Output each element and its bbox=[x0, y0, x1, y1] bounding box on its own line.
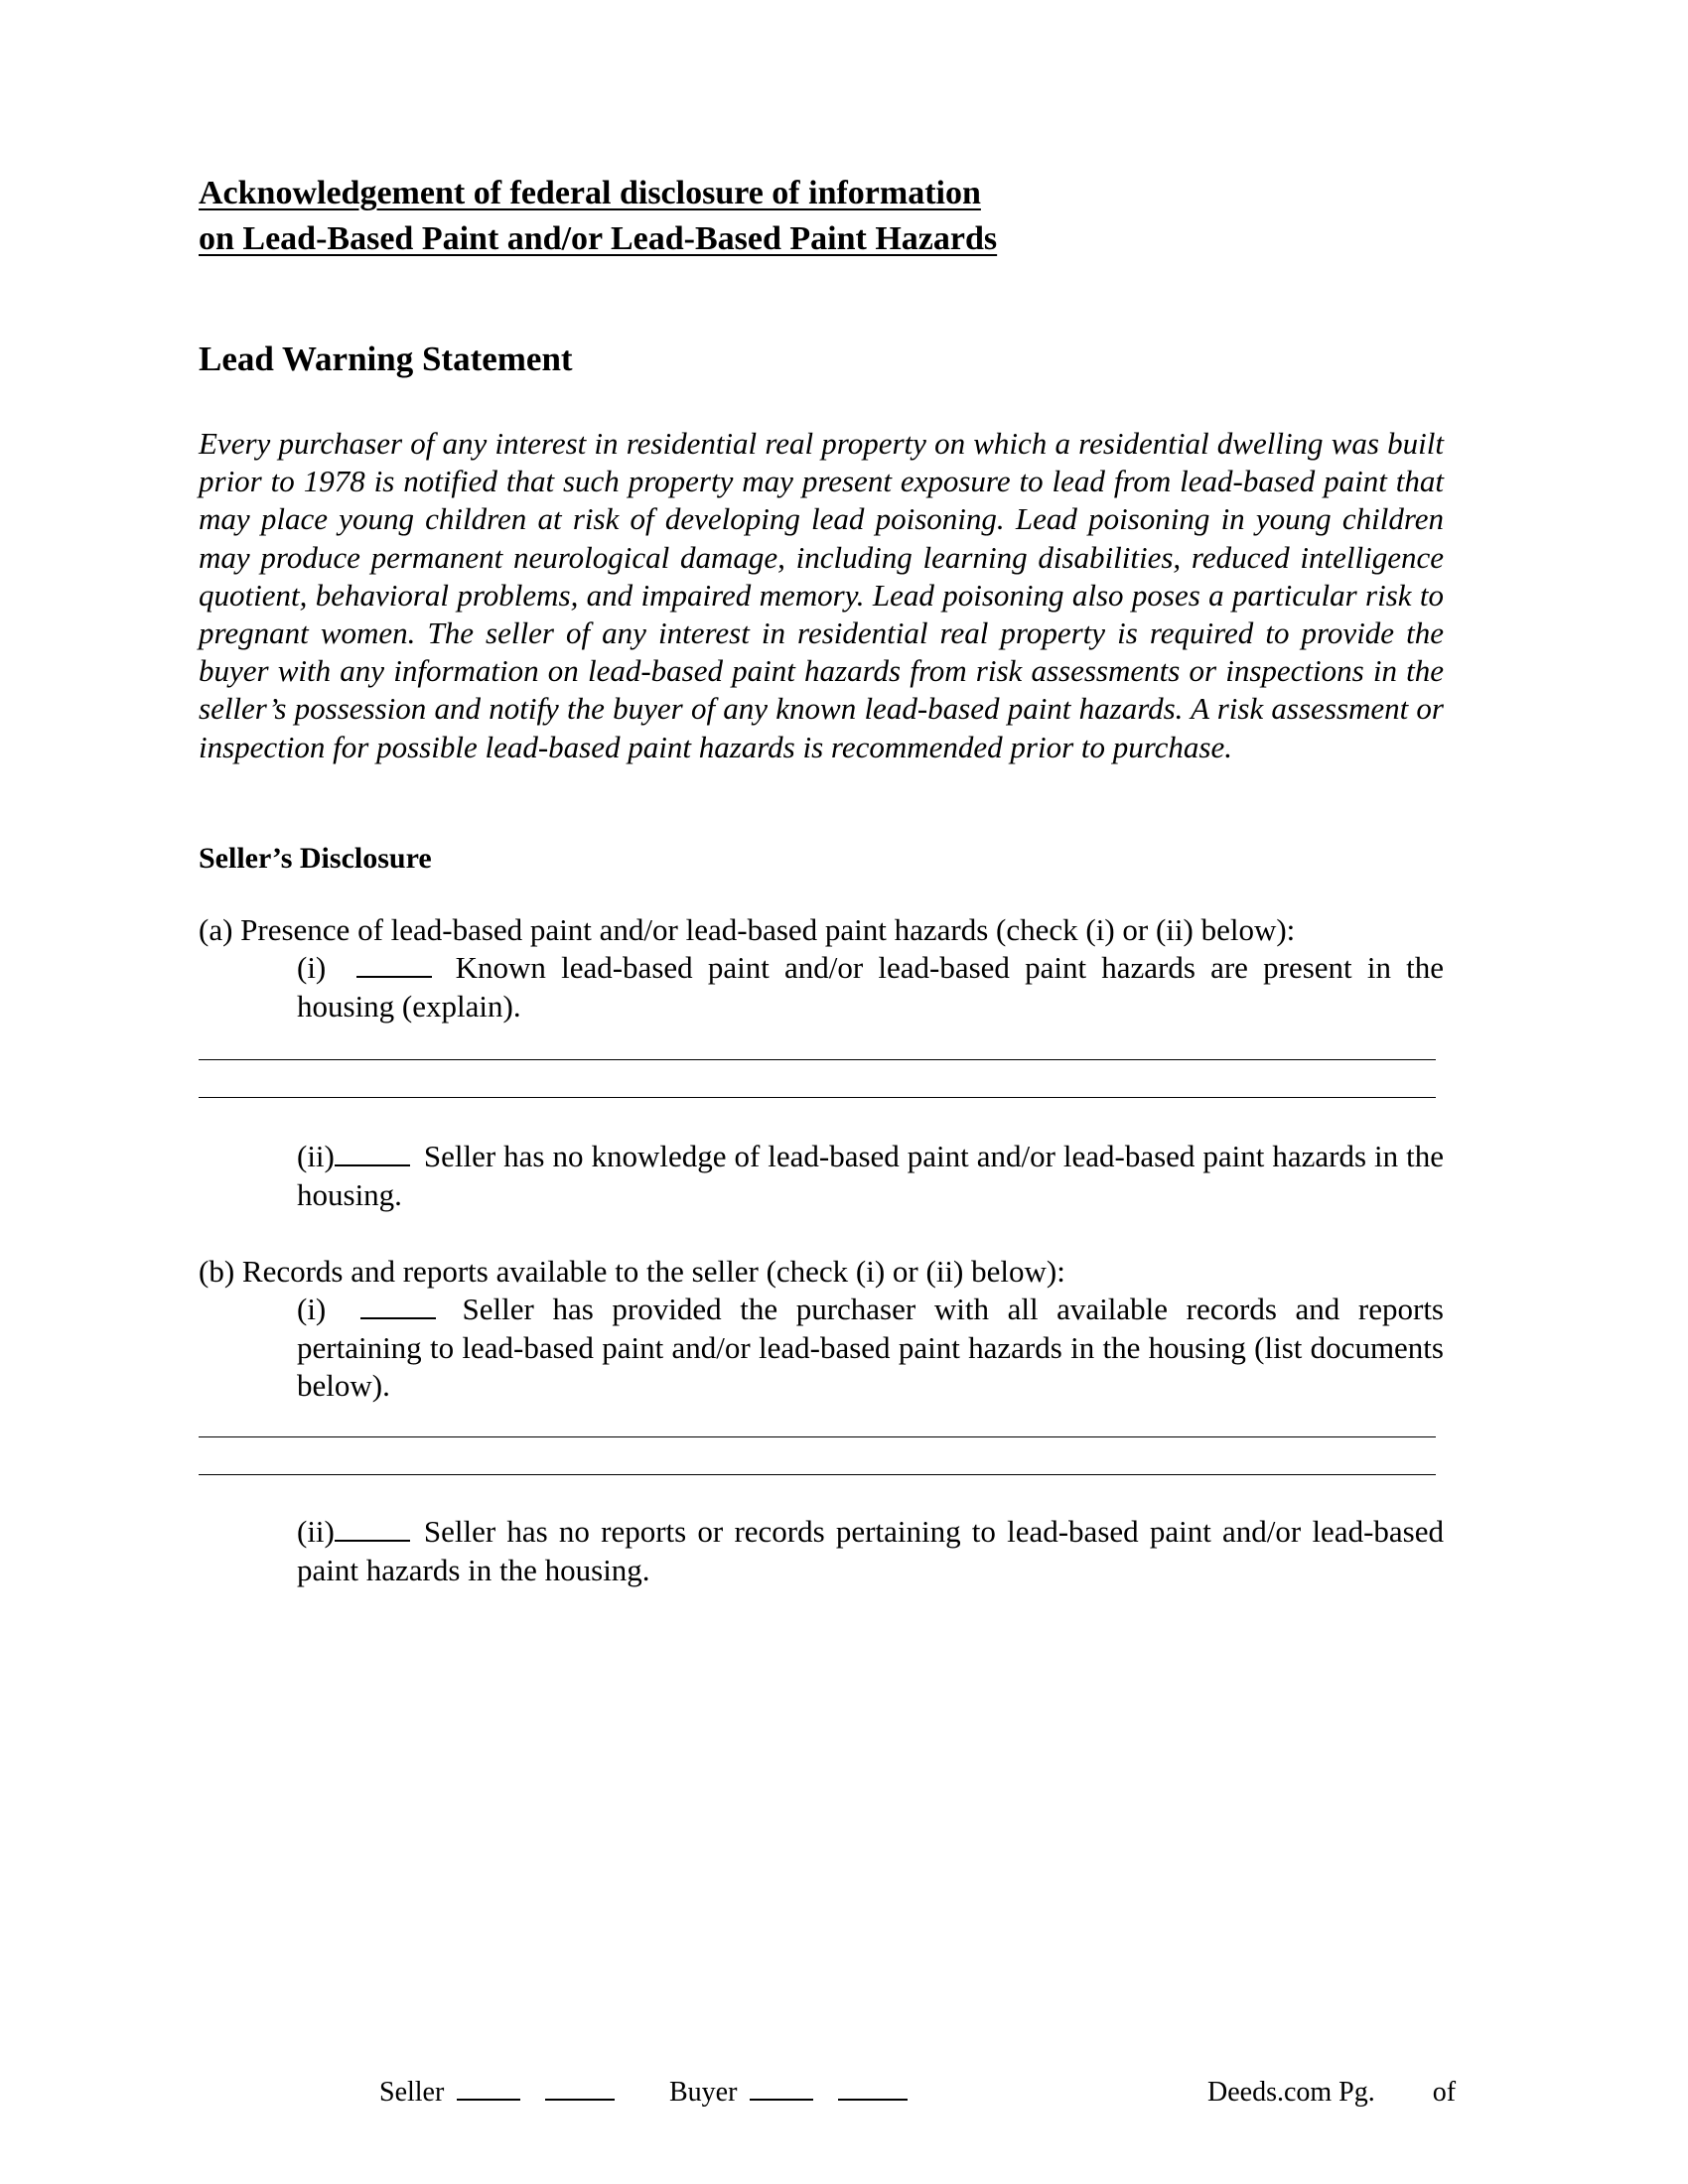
section-a-explain-line-2[interactable] bbox=[199, 1097, 1436, 1098]
footer-seller-label: Seller bbox=[379, 2077, 445, 2108]
section-a-item-ii-check-blank[interactable] bbox=[335, 1163, 410, 1166]
section-b-item-i-check-blank[interactable] bbox=[360, 1316, 436, 1319]
section-b-item-i bbox=[297, 1291, 1444, 1406]
footer-seller bbox=[379, 2077, 615, 2109]
section-a-item-ii bbox=[297, 1138, 1444, 1214]
section-a-heading: (a) Presence of lead-based paint and/or lead-based paint hazards (check (i) or (ii) below): bbox=[199, 912, 1296, 947]
warning-heading: Lead Warning Statement bbox=[199, 340, 573, 378]
footer-of-label: of bbox=[1432, 2077, 1457, 2108]
section-b-item-ii-label: (ii) bbox=[297, 1514, 335, 1549]
section-a-item-ii-label: (ii) bbox=[297, 1139, 335, 1173]
document-title bbox=[199, 171, 997, 262]
footer-seller-initial-2[interactable] bbox=[545, 2098, 615, 2101]
section-b-documents-line-1[interactable] bbox=[199, 1436, 1436, 1437]
title-line-2: on Lead-Based Paint and/or Lead-Based Paint Hazards bbox=[199, 220, 998, 257]
section-b-item-i-text: Seller has provided the purchaser with all available records and reports pertaining to lead-based paint and/or lead-based paint hazards in the housing (list documents below). bbox=[297, 1292, 1444, 1403]
footer-seller-initial-1[interactable] bbox=[457, 2098, 520, 2101]
section-b-item-ii bbox=[297, 1513, 1444, 1589]
warning-statement: Every purchaser of any interest in residential real property on which a residential dwelling was built prior to 1978 is notified that such property may present exposure to lead from lead-based paint that may place young children at risk of developing lead poisoning. Lead poisoning in young children may produce permanent neurological damage, including learning disabilities, reduced intelligence quotient, behavioral problems, and impaired memory. Lead poisoning also poses a particular risk to pregnant women. The seller of any interest in residential real property is required to provide the buyer with any information on lead-based paint hazards from risk assessments or inspections in the seller’s possession and notify the buyer of any known lead-based paint hazards. A risk assessment or inspection for possible lead-based paint hazards is recommended prior to purchase. bbox=[199, 426, 1444, 764]
footer-buyer-initial-2[interactable] bbox=[838, 2098, 908, 2101]
section-a-item-i-text: Known lead-based paint and/or lead-based paint hazards are present in the housing (explain). bbox=[297, 950, 1445, 1024]
section-b-item-ii-check-blank[interactable] bbox=[335, 1539, 410, 1542]
section-b-item-i-label: (i) bbox=[297, 1292, 327, 1326]
footer-buyer-initial-1[interactable] bbox=[750, 2098, 813, 2101]
sellers-disclosure-heading: Seller’s Disclosure bbox=[199, 842, 432, 875]
footer-buyer bbox=[669, 2077, 908, 2109]
section-a-item-ii-text: Seller has no knowledge of lead-based paint and/or lead-based paint hazards in the housing. bbox=[297, 1139, 1444, 1212]
section-b-documents-line-2[interactable] bbox=[199, 1474, 1436, 1475]
section-a-item-i-label: (i) bbox=[297, 950, 327, 985]
footer-buyer-label: Buyer bbox=[669, 2077, 738, 2108]
section-a-item-i bbox=[297, 949, 1444, 1025]
footer-page-number bbox=[1207, 2077, 1456, 2109]
section-b-item-ii-text: Seller has no reports or records pertaining to lead-based paint and/or lead-based paint hazards in the housing. bbox=[297, 1514, 1444, 1587]
section-a-item-i-check-blank[interactable] bbox=[356, 975, 432, 978]
section-a-explain-line-1[interactable] bbox=[199, 1059, 1436, 1060]
footer-page-label: Deeds.com Pg. bbox=[1207, 2077, 1375, 2108]
section-b-heading: (b) Records and reports available to the seller (check (i) or (ii) below): bbox=[199, 1254, 1065, 1289]
title-line-1: Acknowledgement of federal disclosure of information bbox=[199, 175, 981, 211]
